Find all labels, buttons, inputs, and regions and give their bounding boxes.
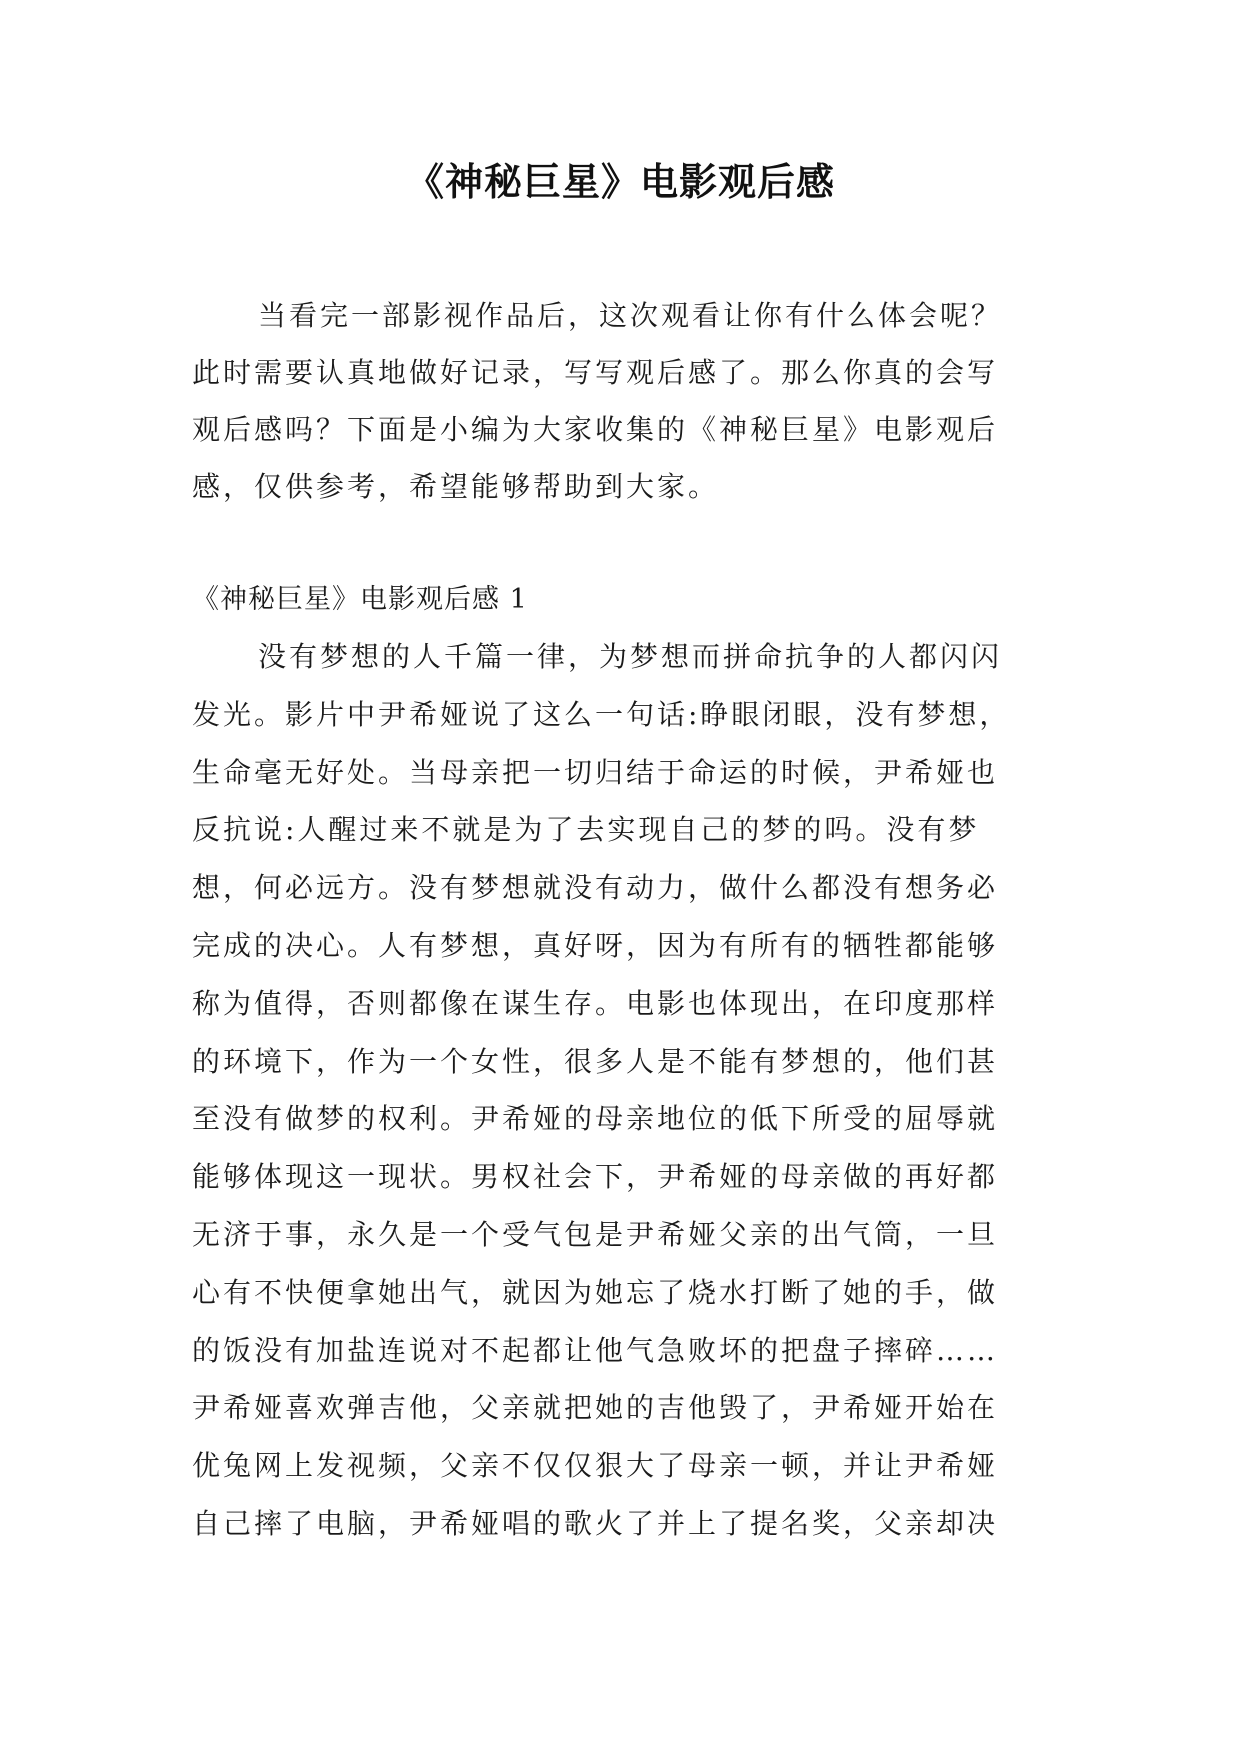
intro-line: 感，仅供参考，希望能够帮助到大家。 — [192, 470, 720, 503]
body-line: 尹希娅喜欢弹吉他，父亲就把她的吉他毁了，尹希娅开始在 — [192, 1391, 999, 1425]
body-paragraph — [192, 628, 1050, 1553]
body-line: 发光。影片中尹希娅说了这么一句话:睁眼闭眼，没有梦想， — [192, 697, 1011, 731]
intro-line: 当看完一部影视作品后，这次观看让你有什么体会呢？ — [258, 299, 1003, 332]
body-line: 生命毫无好处。当母亲把一切归结于命运的时候，尹希娅也 — [192, 755, 999, 789]
body-line: 无济于事，永久是一个受气包是尹希娅父亲的出气筒，一旦 — [192, 1217, 999, 1251]
page-title: 《神秘巨星》电影观后感 — [405, 160, 835, 204]
body-line: 自己摔了电脑，尹希娅唱的歌火了并上了提名奖，父亲却决 — [192, 1506, 999, 1540]
body-line: 优兔网上发视频，父亲不仅仅狠大了母亲一顿，并让尹希娅 — [192, 1449, 999, 1483]
body-line: 至没有做梦的权利。尹希娅的母亲地位的低下所受的屈辱就 — [192, 1102, 999, 1136]
body-line: 心有不快便拿她出气，就因为她忘了烧水打断了她的手，做 — [192, 1275, 999, 1309]
body-line: 没有梦想的人千篇一律，为梦想而拼命抗争的人都闪闪 — [258, 640, 1003, 673]
intro-line: 此时需要认真地做好记录，写写观后感了。那么你真的会写 — [192, 356, 999, 389]
body-line: 的饭没有加盐连说对不起都让他气急败坏的把盘子摔碎…… — [192, 1333, 999, 1367]
intro-line: 观后感吗？下面是小编为大家收集的《神秘巨星》电影观后 — [192, 413, 999, 446]
body-line: 的环境下，作为一个女性，很多人是不能有梦想的，他们甚 — [192, 1044, 999, 1078]
body-line: 反抗说:人醒过来不就是为了去实现自己的梦的吗。没有梦 — [192, 813, 980, 847]
body-line: 想，何必远方。没有梦想就没有动力，做什么都没有想务必 — [192, 871, 999, 905]
body-line: 完成的决心。人有梦想，真好呀，因为有所有的牺牲都能够 — [192, 928, 999, 962]
section-heading: 《神秘巨星》电影观后感 1 — [192, 584, 528, 615]
body-line: 称为值得，否则都像在谋生存。电影也体现出，在印度那样 — [192, 986, 999, 1020]
intro-paragraph — [192, 287, 1050, 515]
body-line: 能够体现这一现状。男权社会下，尹希娅的母亲做的再好都 — [192, 1160, 999, 1194]
